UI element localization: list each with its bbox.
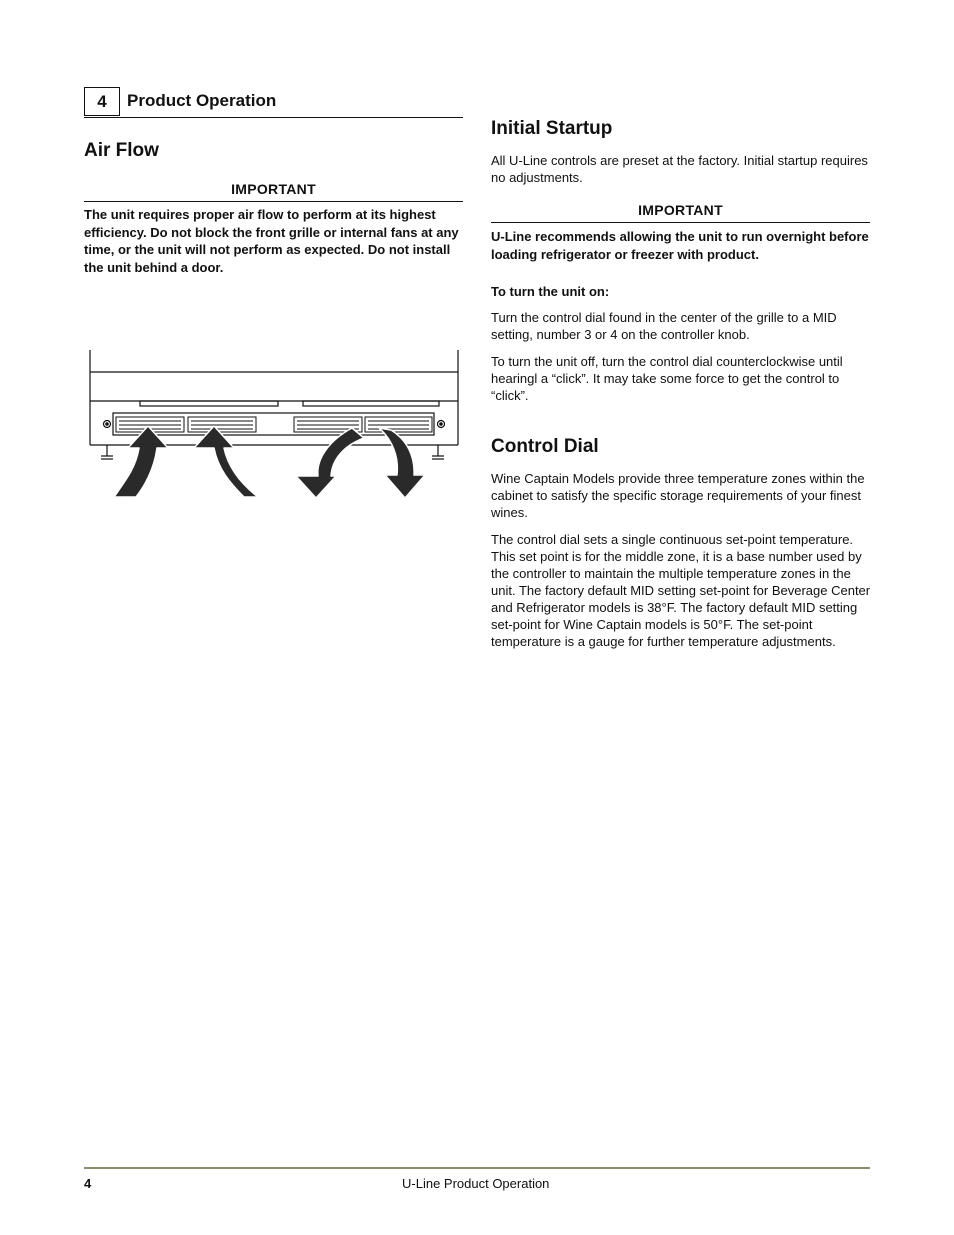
airflow-important-text: The unit requires proper air flow to perform at its highest efficiency. Do not block the front grille or internal fans at any time, or the unit will not perform as expected. Do not install the unit behind a door. (84, 207, 459, 275)
control-dial-para1: Wine Captain Models provide three temperature zones within the cabinet to satisfy the specific storage requirements of your finest wines. (491, 471, 865, 520)
chapter-number: 4 (84, 87, 120, 116)
startup-important-label: IMPORTANT (638, 202, 723, 218)
startup-intro: All U-Line controls are preset at the factory. Initial startup requires no adjustments. (491, 153, 868, 185)
chapter-rule (84, 117, 463, 118)
turn-off-text: To turn the unit off, turn the control dial counterclockwise until hearingl a “click”. It may take some force to get the control to “click”. (491, 354, 843, 403)
airflow-important-rule (84, 201, 463, 202)
startup-important-rule (491, 222, 870, 223)
footer-title: U-Line Product Operation (402, 1176, 550, 1191)
startup-heading: Initial Startup (491, 118, 613, 139)
airflow-illustration (84, 345, 464, 505)
control-dial-heading: Control Dial (491, 436, 599, 457)
airflow-important-label: IMPORTANT (231, 181, 316, 197)
airflow-heading: Air Flow (84, 140, 159, 161)
turn-on-text: Turn the control dial found in the center of the grille to a MID setting, number 3 or 4 on the controller knob. (491, 310, 837, 342)
footer-rule (84, 1167, 870, 1169)
turn-on-heading: To turn the unit on: (491, 284, 610, 299)
footer-page-number: 4 (84, 1176, 92, 1191)
chapter-title: Product Operation (127, 91, 277, 110)
startup-important-text: U-Line recommends allowing the unit to run overnight before loading refrigerator or freezer with product. (491, 229, 869, 262)
control-dial-para2: The control dial sets a single continuous set-point temperature. This set point is for the middle zone, it is a base number used by the controller to maintain the multiple temperature zones in the unit. The factory default MID setting set-point for Beverage Center and Refrigerator models is 38°F. The factory default MID setting set-point for Wine Captain models is 50°F. The set-point temperature is a gauge for further temperature adjustments. (491, 532, 871, 649)
